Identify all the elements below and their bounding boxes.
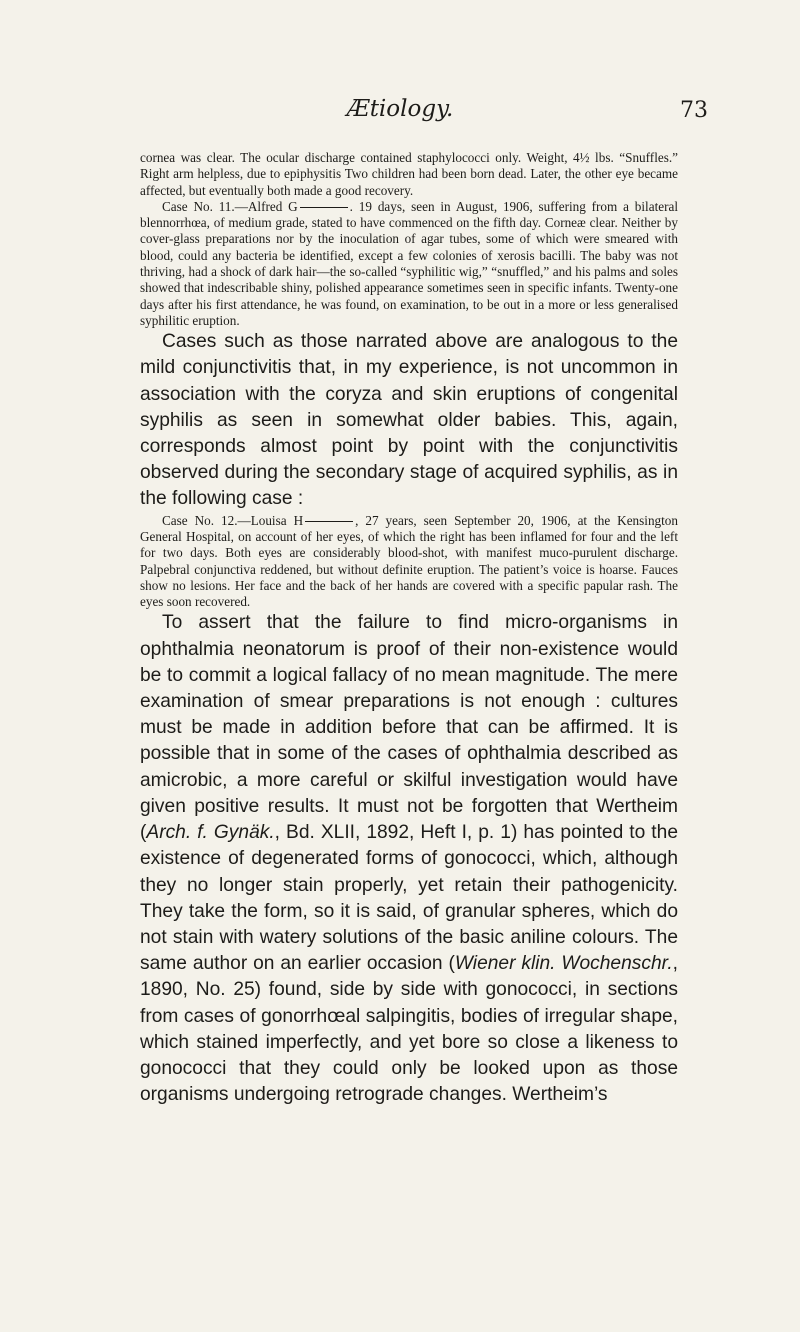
paragraph-text-2: , Bd. XLII, 1892, Heft I, p. 1) has pointed to the existence of degenerated forms of gonococci, which, although they no longer stain properly, yet retain their pathogenicity. They take the form, so it is said, of granular spheres, which do not stain with watery solutions of the basic aniline colours. The same author on an earlier occasion ( <box>140 822 678 975</box>
citation-arch-gynak: Arch. f. Gynäk. <box>146 822 275 844</box>
citation-wiener-klin: Wiener klin. Wochenschr. <box>454 953 673 975</box>
body-text <box>140 150 678 1108</box>
micro-organisms-paragraph <box>140 610 678 1108</box>
page-number: 73 <box>680 98 708 123</box>
running-head <box>0 96 800 132</box>
case-12-heading: Case No. 12.—Louisa H <box>162 512 304 528</box>
case-12-paragraph <box>140 513 678 611</box>
case-12-text: , 27 years, seen September 20, 1906, at the Kensington General Hospital, on account of her eyes, of which the right has been inflamed for four and the left for two days. Both eyes are considerably blood-shot, with manifest muco-purulent discharge. Palpebral conjunctiva reddened, but without definite eruption. The patient’s voice is hoarse. Fauces show no lesions. Her face and the back of her hands are covered with a specific papular rash. The eyes soon recovered. <box>140 512 678 610</box>
name-redaction-rule <box>300 207 348 208</box>
running-title: Ætiology. <box>346 96 454 122</box>
paragraph-text-1: To assert that the failure to find micro-organisms in ophthalmia neonatorum is proof of their non-existence would be to commit a logical fallacy of no mean magnitude. The mere examination of smear preparations is not enough : cultures must be made in addition before that can be affirmed. It is possible that in some of the cases of ophthalmia described as amicrobic, a more careful or skilful investigation would have given positive results. It must not be forgotten that Wertheim ( <box>140 612 678 844</box>
case-10-continuation: cornea was clear. The ocular discharge contained staphylococci only. Weight, 4½ lbs. “Snuffles.” Right arm helpless, due to epiphysitis Two children had been born dead. Later, the other eye became affected, but eventually both made a good recovery. <box>140 150 678 198</box>
name-redaction-rule <box>305 521 353 522</box>
analogy-paragraph: Cases such as those narrated above are analogous to the mild conjunctivitis that, in my experience, is not uncommon in association with the coryza and skin eruptions of congenital syphilis as seen in somewhat older babies. This, again, corresponds almost point by point with the conjunctivitis observed during the secondary stage of acquired syphilis, as in the following case : <box>140 331 678 510</box>
paragraph-text-3: , 1890, No. 25) found, side by side with gonococci, in sections from cases of gonorrhœal salpingitis, bodies of irregular shape, which stained imperfectly, and yet bore so close a likeness to gonococci that they could only be looked upon as those organisms undergoing retrograde changes. Wertheim’s <box>140 953 678 1106</box>
case-11-heading: Case No. 11.—Alfred G <box>162 198 298 214</box>
case-11-text: . 19 days, seen in August, 1906, suffering from a bilateral blennorrhœa, of medium grade, stated to have commenced on the fifth day. Corneæ clear. Neither by cover-glass preparations nor by the inoculation of agar tubes, some of which were smeared with blood, could any bacteria be identified, except a few colonies of xerosis bacilli. The baby was not thriving, had a shock of dark hair—the so-called “syphilitic wig,” “snuffled,” and his palms and soles showed that indescribable shiny, polished appearance sometimes seen in specific infants. Twenty-one days after his first attendance, he was found, on examination, to be out in a more or less generalised syphilitic eruption. <box>140 198 678 328</box>
case-11-paragraph <box>140 199 678 329</box>
